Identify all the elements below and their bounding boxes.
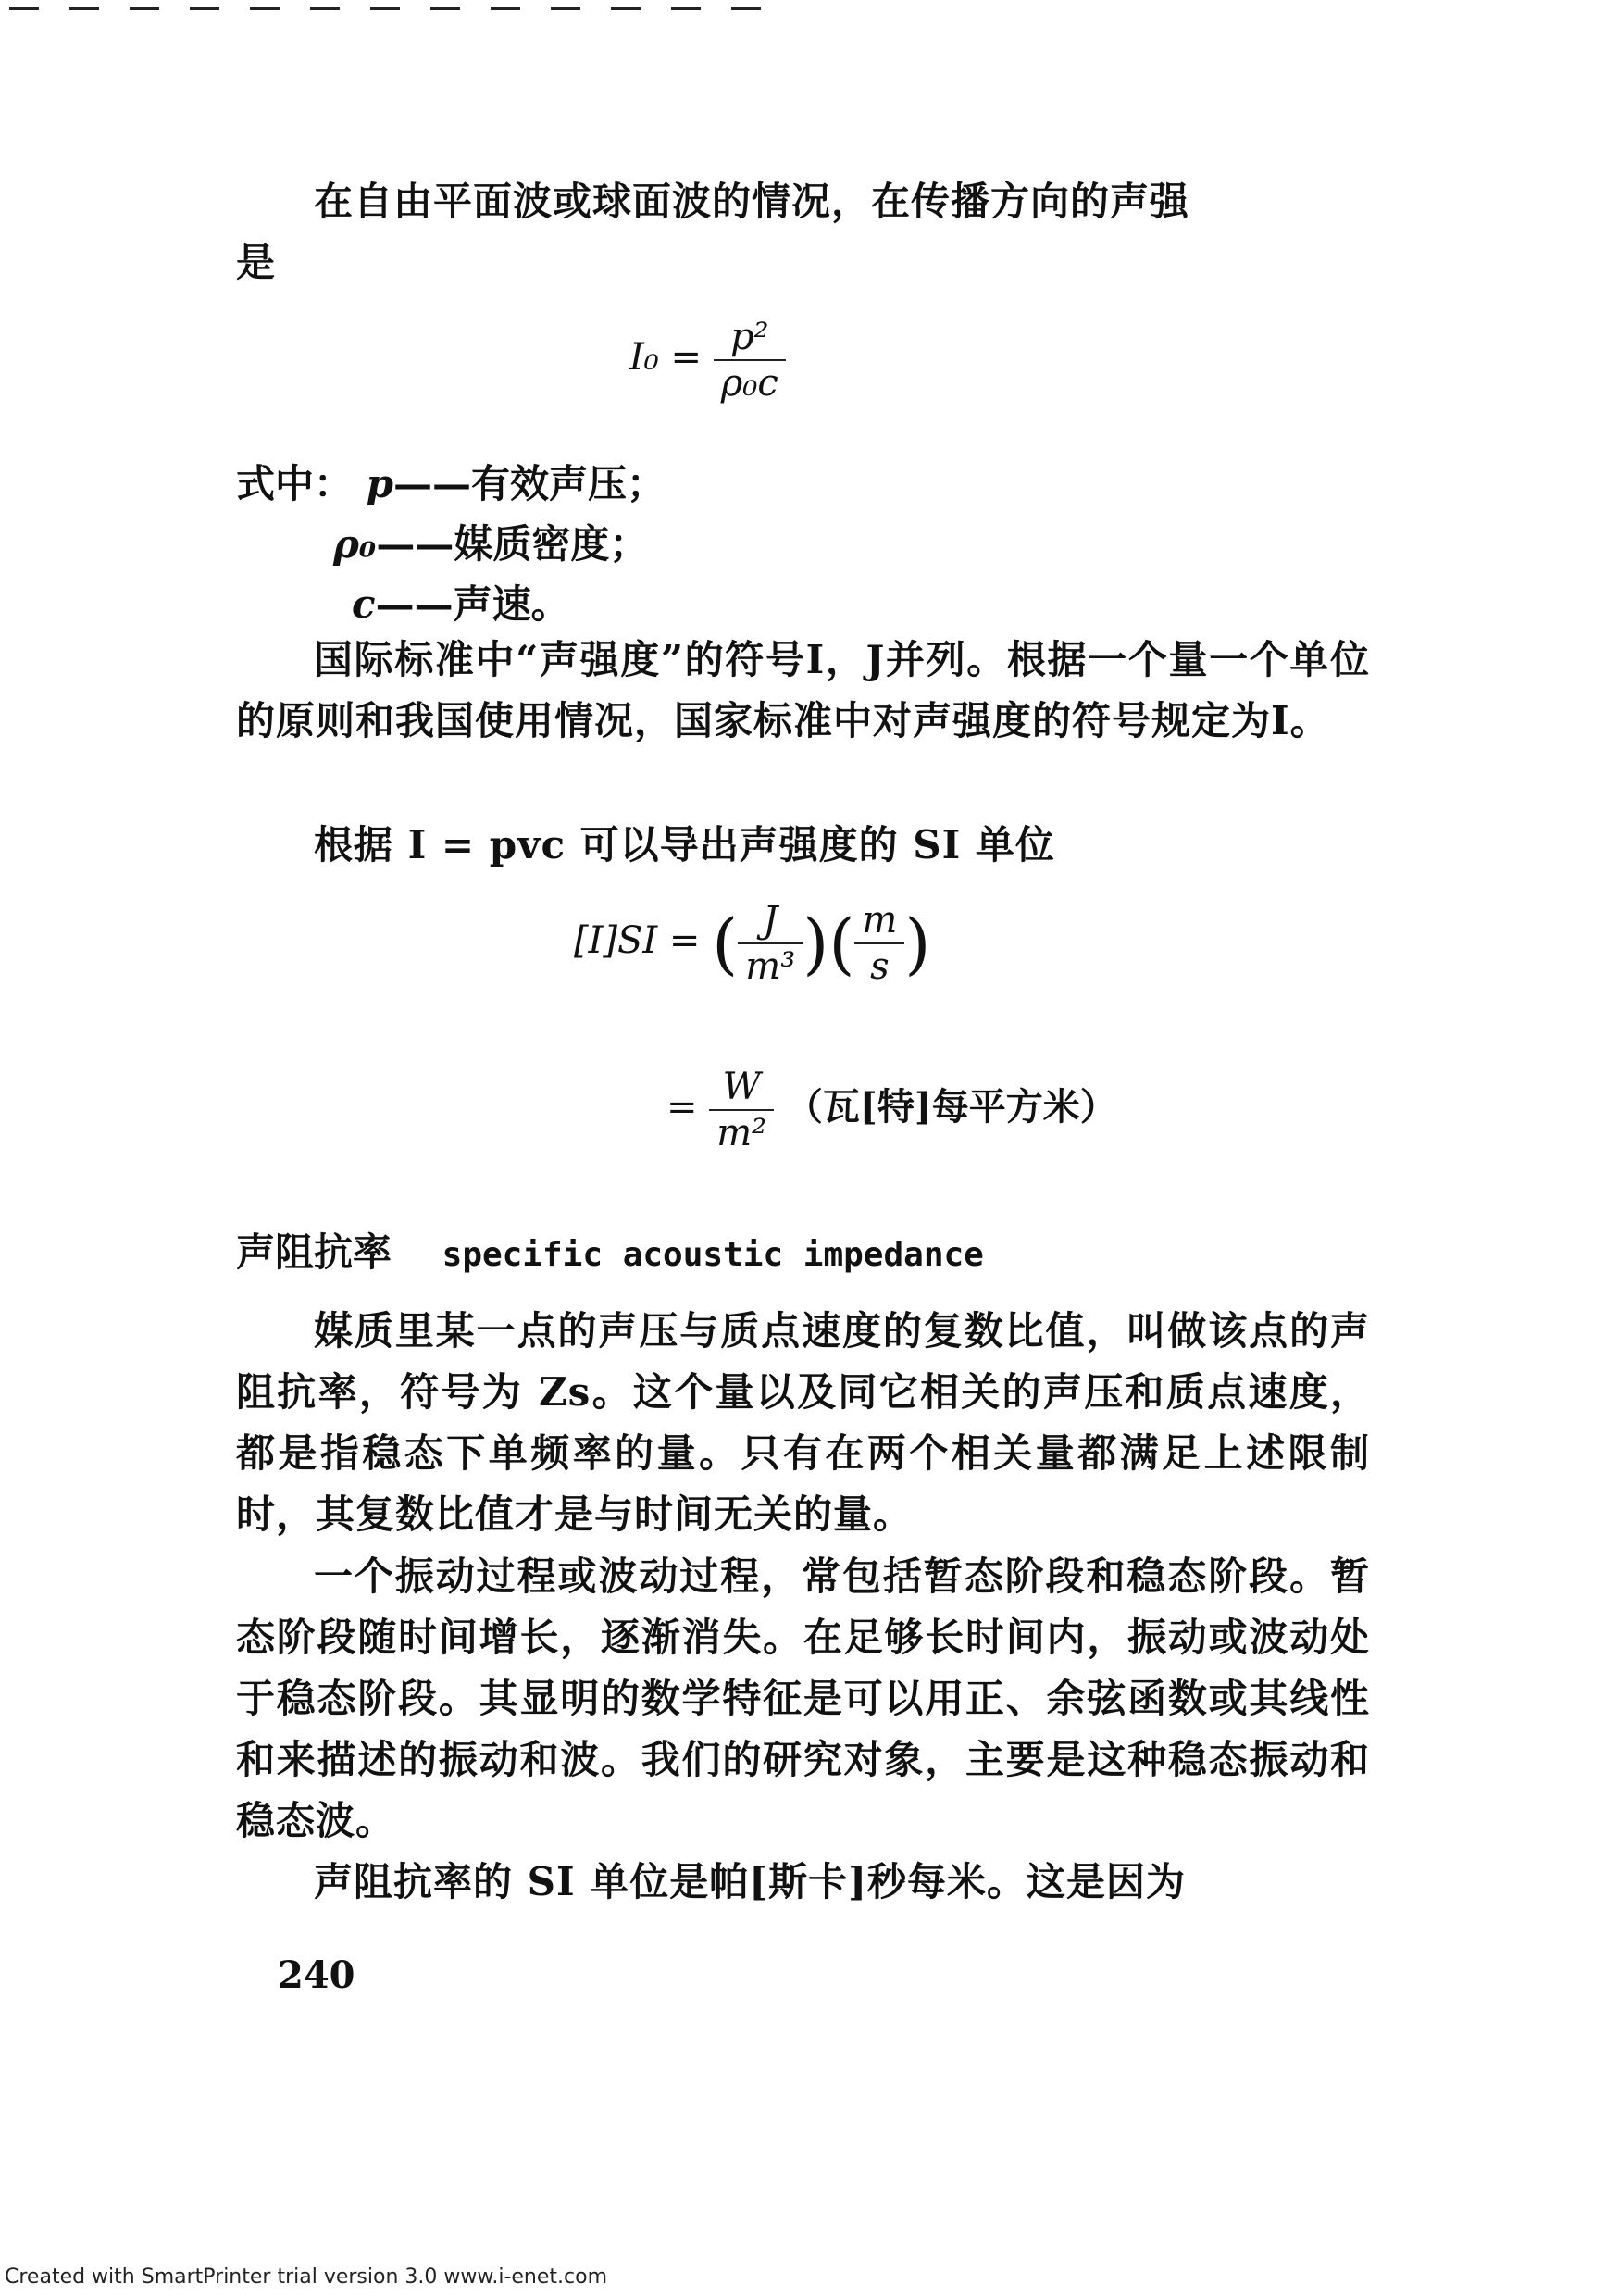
- equation-3-lhs: =: [666, 1086, 698, 1129]
- equation-2-numerator-2: m: [854, 898, 904, 944]
- section-heading-zh: 声阻抗率: [236, 1229, 392, 1275]
- equation-intensity: [629, 315, 786, 406]
- equation-3-unit: （瓦[特]每平方米）: [785, 1085, 1117, 1129]
- equation-3-fraction: [709, 1065, 774, 1155]
- paragraph-5-text: 一个振动过程或波动过程，常包括暂态阶段和稳态阶段。暂态阶段随时间增长，逐渐消失。在足够长时间内，振动或波动处于稳态阶段。其显明的数学特征是可以用正、余弦函数或其线性和来描述的振动和波。我们的研究对象，主要是这种稳态振动和稳态波。: [236, 1554, 1370, 1843]
- legend-symbol: p: [366, 461, 394, 506]
- legend-text: ——声速。: [375, 581, 570, 627]
- legend-text: ——有效声压；: [393, 461, 666, 506]
- legend-prefix: 式中：: [236, 461, 354, 506]
- equation-2-denominator-1: m³: [745, 945, 796, 988]
- equation-1-lhs: I₀ =: [629, 336, 703, 379]
- equation-2-numerator-1: J: [738, 898, 803, 944]
- equation-si-unit: [I]SI = ( $\frac{J}{\text{m³}}$ )( $\frac{m}{s}$ ): [574, 899, 931, 988]
- equation-2-fraction-1: [738, 898, 803, 989]
- top-dash-rule: [0, 0, 787, 19]
- paragraph-2: [236, 630, 1370, 752]
- paragraph-1: [236, 171, 1370, 293]
- paragraph-6-text: 声阻抗率的 SI 单位是帕[斯卡]秒每米。这是因为: [314, 1859, 1186, 1904]
- watermark-footer: Created with SmartPrinter trial version 3.0 www.i-enet.com: [5, 2265, 607, 2289]
- legend-line-3: [352, 574, 570, 630]
- paragraph-1-line-1: 在自由平面波或球面波的情况，在传播方向的声强: [314, 179, 1190, 224]
- equation-2-fraction-2: [854, 898, 904, 989]
- equation-1-numerator: p²: [714, 315, 786, 361]
- paragraph-4-text: 媒质里某一点的声压与质点速度的复数比值，叫做该点的声阻抗率，符号为 Zs。这个量以及同它相关的声压和质点速度，都是指稳态下单频率的量。只有在两个相关量都满足上述限制时，其复数比值才是与时间无关的量。: [236, 1308, 1370, 1537]
- equation-1-denominator: ρ₀c: [720, 362, 778, 405]
- paragraph-3: [236, 815, 1370, 876]
- equation-3-numerator: W: [709, 1065, 774, 1111]
- page-number: 240: [278, 1953, 355, 1997]
- paragraph-6: [236, 1852, 1370, 1913]
- paragraph-1-line-2: 是: [236, 240, 277, 285]
- paragraph-3-text: 根据 I = pvc 可以导出声强度的 SI 单位: [314, 822, 1055, 867]
- equation-2-lhs: [I]SI =: [574, 919, 701, 962]
- equation-1-fraction: [714, 315, 786, 406]
- section-heading-en: specific acoustic impedance: [442, 1236, 984, 1274]
- legend-line-2: [333, 514, 648, 569]
- paragraph-5: [236, 1546, 1370, 1852]
- legend-line-1: [236, 454, 666, 509]
- equation-2-denominator-2: s: [870, 945, 890, 988]
- legend-text: ——媒质密度；: [376, 521, 649, 567]
- equation-3-denominator: m²: [716, 1112, 767, 1154]
- legend-symbol: ρ₀: [333, 521, 377, 567]
- paragraph-2-text: 国际标准中“声强度”的符号I，J并列。根据一个量一个单位的原则和我国使用情况，国家标准中对声强度的符号规定为I。: [236, 637, 1370, 743]
- paragraph-4: [236, 1301, 1370, 1545]
- legend-symbol: c: [352, 581, 376, 627]
- section-heading: [236, 1222, 984, 1278]
- equation-watt-unit: [666, 1065, 1117, 1155]
